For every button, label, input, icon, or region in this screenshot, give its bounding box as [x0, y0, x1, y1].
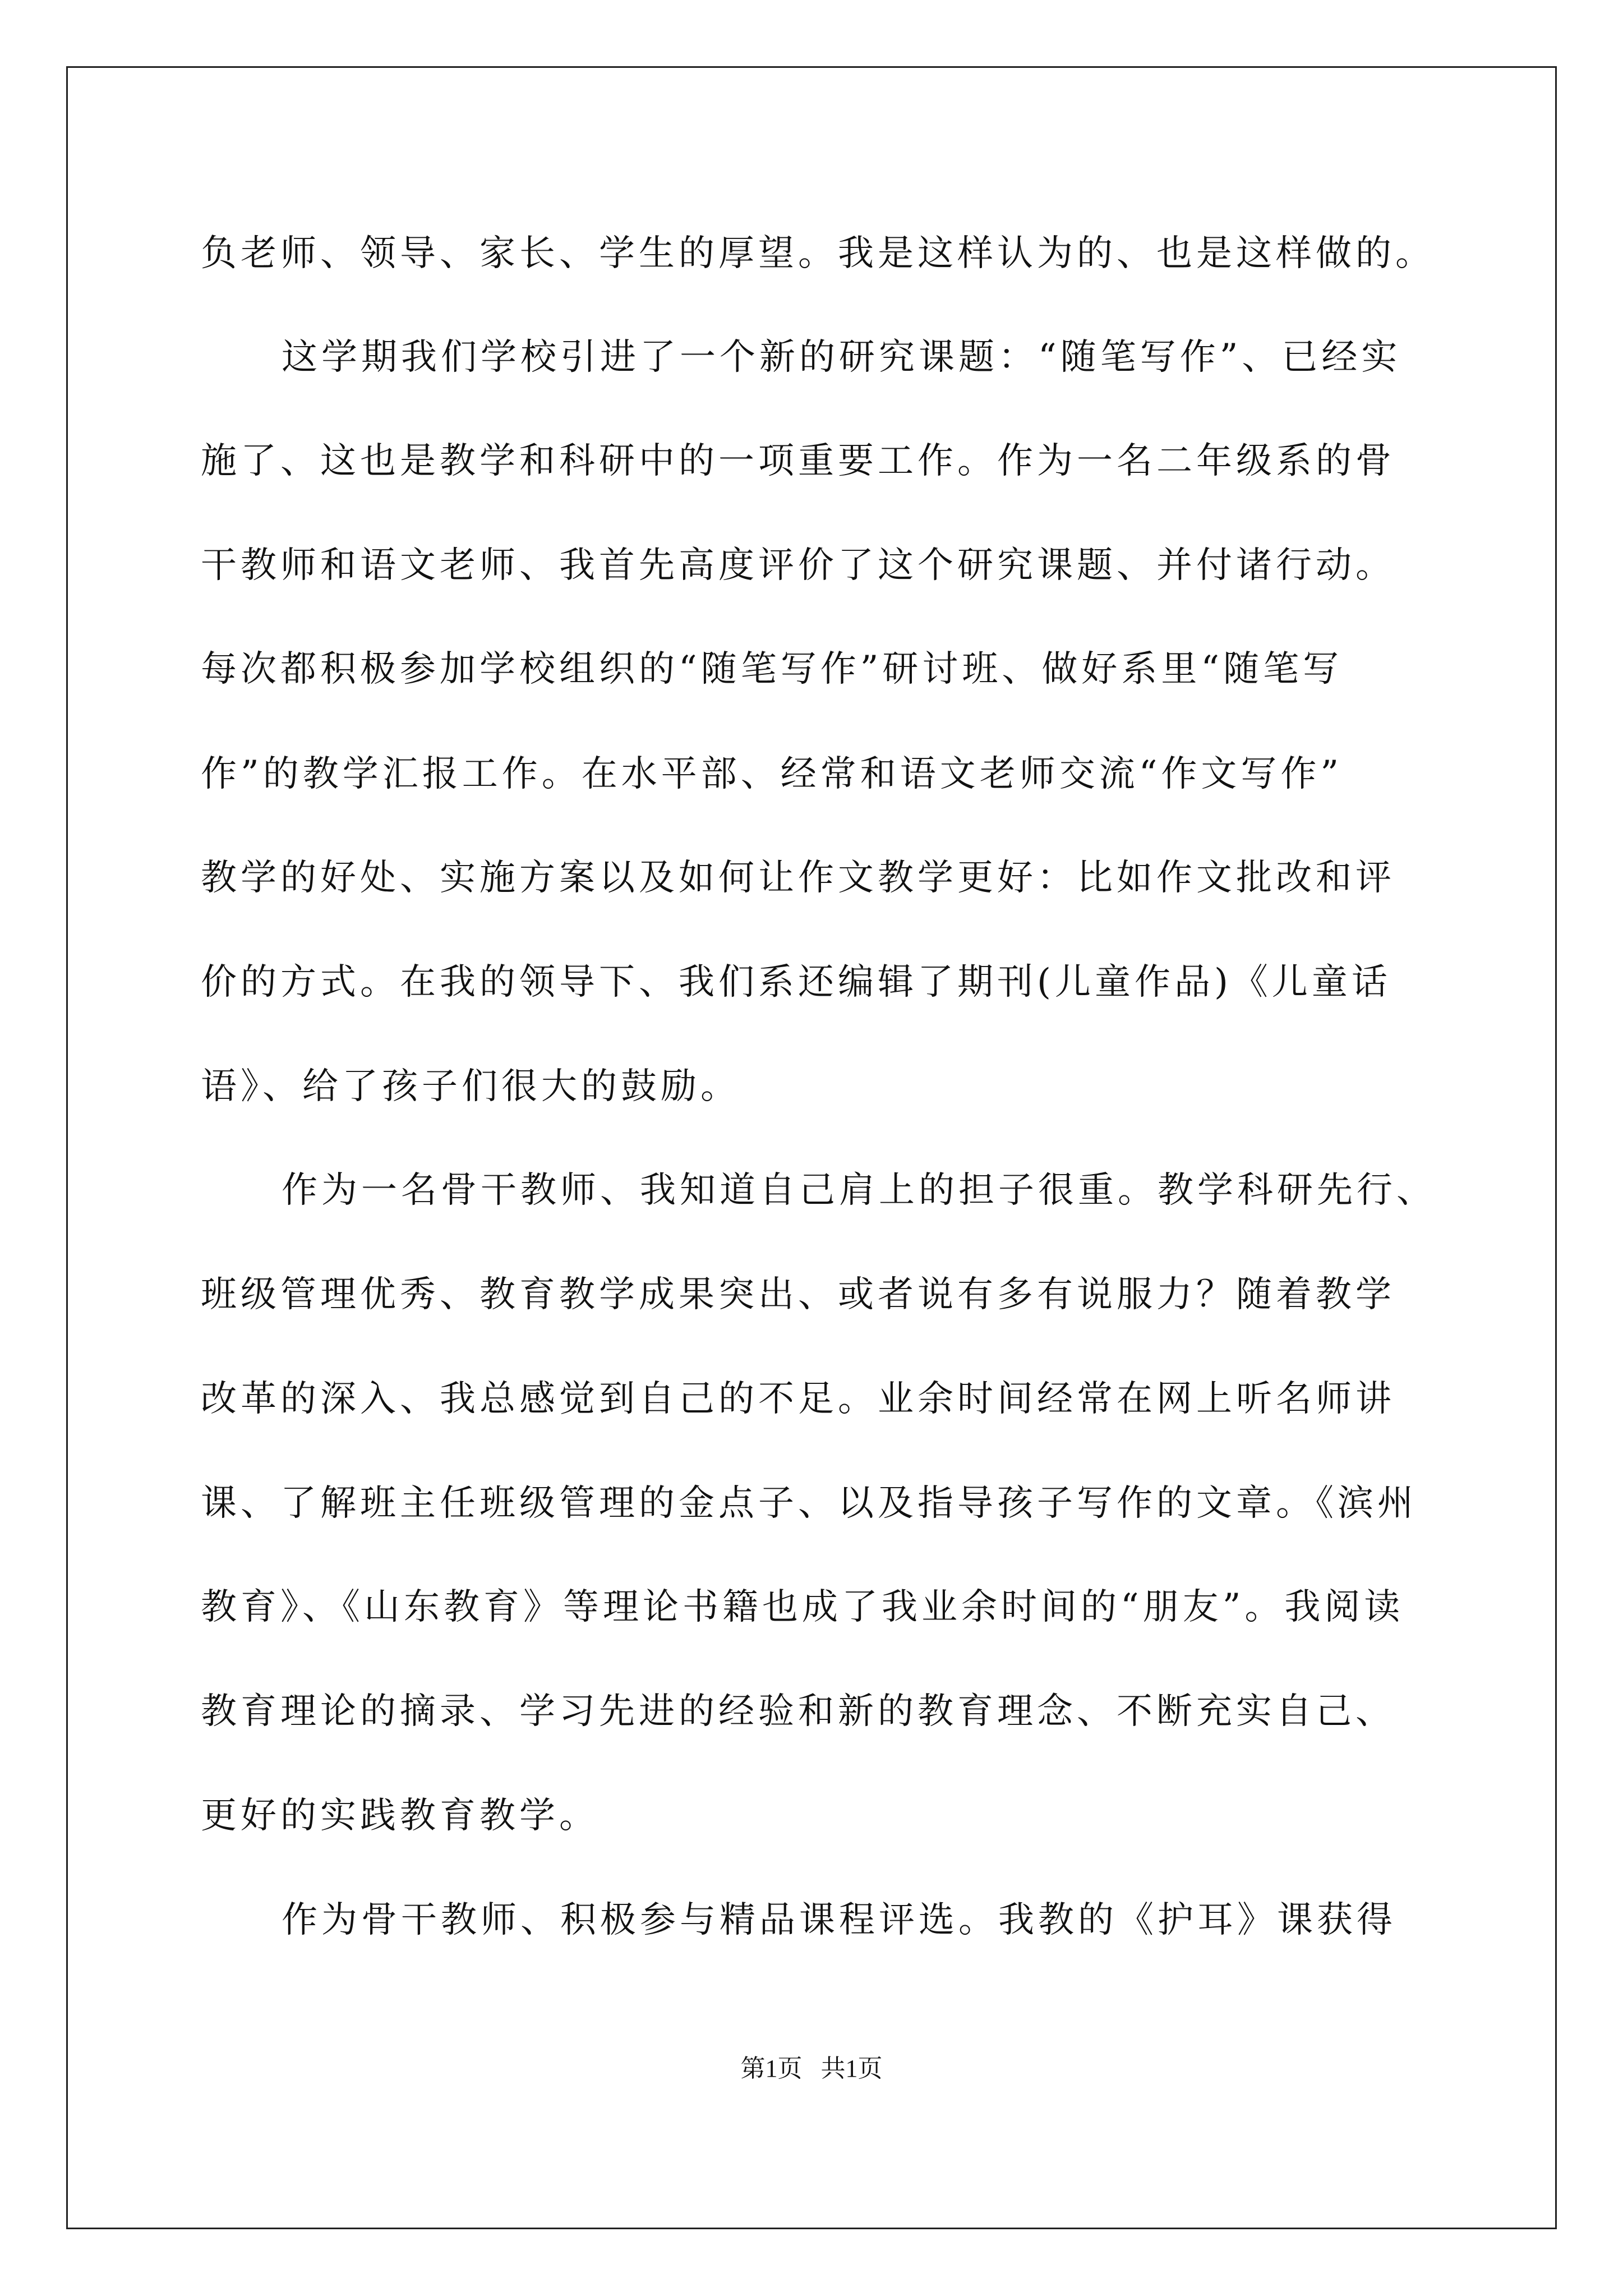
text-line: 每次都积极参加学校组织的“随笔写作”研讨班、做好系里“随笔写 — [201, 648, 1343, 690]
paragraph-start-line: 作为一名骨干教师、我知道自己肩上的担子很重。教学科研先行、 — [282, 1170, 1436, 1211]
text-line: 班级管理优秀、教育教学成果突出、或者说有多有说服力？随着教学 — [201, 1274, 1395, 1315]
text-line: 干教师和语文老师、我首先高度评价了这个研究课题、并付诸行动。 — [201, 545, 1395, 586]
text-line: 教育》、《山东教育》等理论书籍也成了我业余时间的“朋友”。我阅读 — [201, 1586, 1404, 1628]
text-line: 作”的教学汇报工作。在水平部、经常和语文老师交流“作文写作” — [201, 753, 1343, 795]
text-line: 改革的深入、我总感觉到自己的不足。业余时间经常在网上听名师讲 — [201, 1378, 1395, 1420]
text-line: 语》、给了孩子们很大的鼓励。 — [201, 1066, 740, 1107]
paragraph-start-line: 作为骨干教师、积极参与精品课程评选。我教的《护耳》课获得 — [282, 1899, 1396, 1941]
text-line: 课、了解班主任班级管理的金点子、以及指导孩子写作的文章。《滨州 — [201, 1483, 1417, 1524]
text-line: 施了、这也是教学和科研中的一项重要工作。作为一名二年级系的骨 — [201, 440, 1395, 482]
text-line: 负老师、领导、家长、学生的厚望。我是这样认为的、也是这样做的。 — [201, 233, 1435, 274]
text-line: 教育理论的摘录、学习先进的经验和新的教育理念、不断充实自己、 — [201, 1691, 1395, 1732]
page-footer: 第1页 共1页 — [740, 2055, 883, 2082]
paragraph-start-line: 这学期我们学校引进了一个新的研究课题：“随笔写作”、已经实 — [282, 337, 1401, 378]
text-line: 教学的好处、实施方案以及如何让作文教学更好：比如作文批改和评 — [201, 857, 1395, 899]
text-line: 更好的实践教育教学。 — [201, 1795, 599, 1837]
text-line: 价的方式。在我的领导下、我们系还编辑了期刊(儿童作品)《儿童话 — [201, 961, 1391, 1003]
